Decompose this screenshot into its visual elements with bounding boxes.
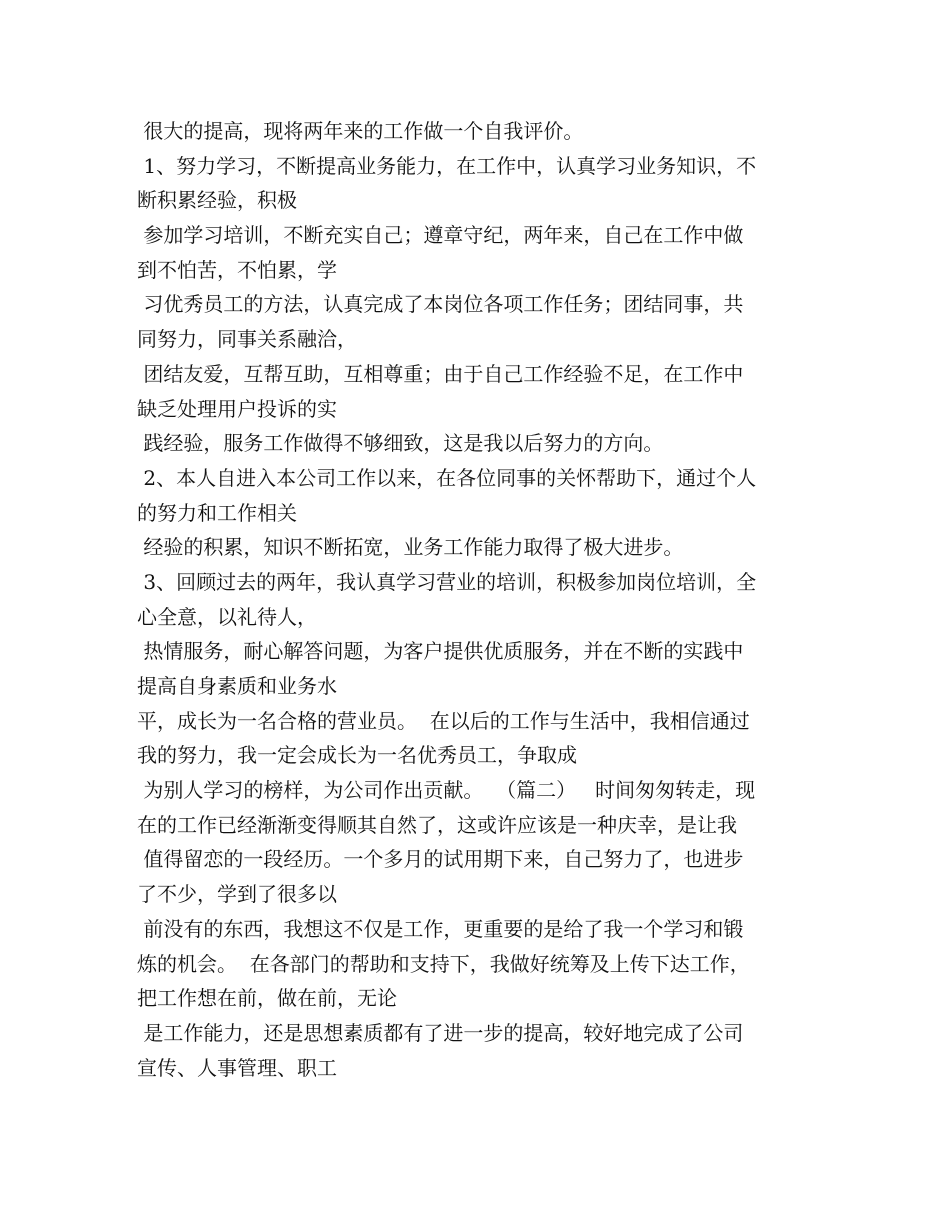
text-line: 团结友爱，互帮互助，互相尊重；由于自己工作经验不足，在工作中 bbox=[137, 361, 744, 386]
text-line: 1、努力学习，不断提高业务能力，在工作中，认真学习业务知识，不 bbox=[137, 153, 757, 178]
text-line: 前没有的东西，我想这不仅是工作，更重要的是给了我一个学习和锻 bbox=[137, 916, 744, 941]
text-line: 炼的机会。 在各部门的帮助和支持下，我做好统筹及上传下达工作， bbox=[137, 951, 750, 976]
text-line: 心全意，以礼待人， bbox=[137, 604, 317, 629]
text-line: 缺乏处理用户投诉的实 bbox=[137, 396, 337, 421]
text-line: 了不少，学到了很多以 bbox=[137, 882, 337, 907]
text-line: 习优秀员工的方法，认真完成了本岗位各项工作任务；团结同事，共 bbox=[137, 292, 744, 317]
text-line: 经验的积累，知识不断拓宽，业务工作能力取得了极大进步。 bbox=[137, 535, 684, 560]
text-line: 参加学习培训，不断充实自己；遵章守纪，两年来，自己在工作中做 bbox=[137, 223, 744, 248]
text-line: 3、回顾过去的两年，我认真学习营业的培训，积极参加岗位培训，全 bbox=[137, 569, 757, 594]
text-line: 为别人学习的榜样，为公司作出贡献。 （篇二） 时间匆匆转走，现 bbox=[137, 778, 756, 803]
text-line: 是工作能力，还是思想素质都有了进一步的提高，较好地完成了公司 bbox=[137, 1020, 744, 1045]
text-line: 提高自身素质和业务水 bbox=[137, 674, 337, 698]
text-line: 值得留恋的一段经历。一个多月的试用期下来，自己努力了，也进步 bbox=[137, 847, 744, 872]
document-body bbox=[137, 114, 817, 1085]
text-line: 在的工作已经渐渐变得顺其自然了，这或许应该是一种庆幸，是让我 bbox=[137, 812, 737, 837]
text-line: 平，成长为一名合格的营业员。 在以后的工作与生活中，我相信通过 bbox=[137, 708, 750, 733]
text-line: 践经验，服务工作做得不够细致，这是我以后努力的方向。 bbox=[137, 431, 664, 456]
text-line: 把工作想在前，做在前，无论 bbox=[137, 986, 397, 1011]
text-line: 宣传、人事管理、职工 bbox=[137, 1055, 337, 1080]
text-line: 的努力和工作相关 bbox=[137, 500, 297, 525]
text-line: 我的努力，我一定会成长为一名优秀员工，争取成 bbox=[137, 743, 577, 768]
text-line: 断积累经验，积极 bbox=[137, 188, 297, 213]
text-line: 到不怕苦，不怕累，学 bbox=[137, 257, 337, 282]
text-line: 很大的提高，现将两年来的工作做一个自我评价。 bbox=[137, 119, 584, 143]
text-line: 同努力，同事关系融洽， bbox=[137, 327, 357, 352]
text-line: 2、本人自进入本公司工作以来，在各位同事的关怀帮助下，通过个人 bbox=[137, 465, 757, 490]
text-line: 热情服务，耐心解答问题，为客户提供优质服务，并在不断的实践中 bbox=[137, 639, 744, 664]
